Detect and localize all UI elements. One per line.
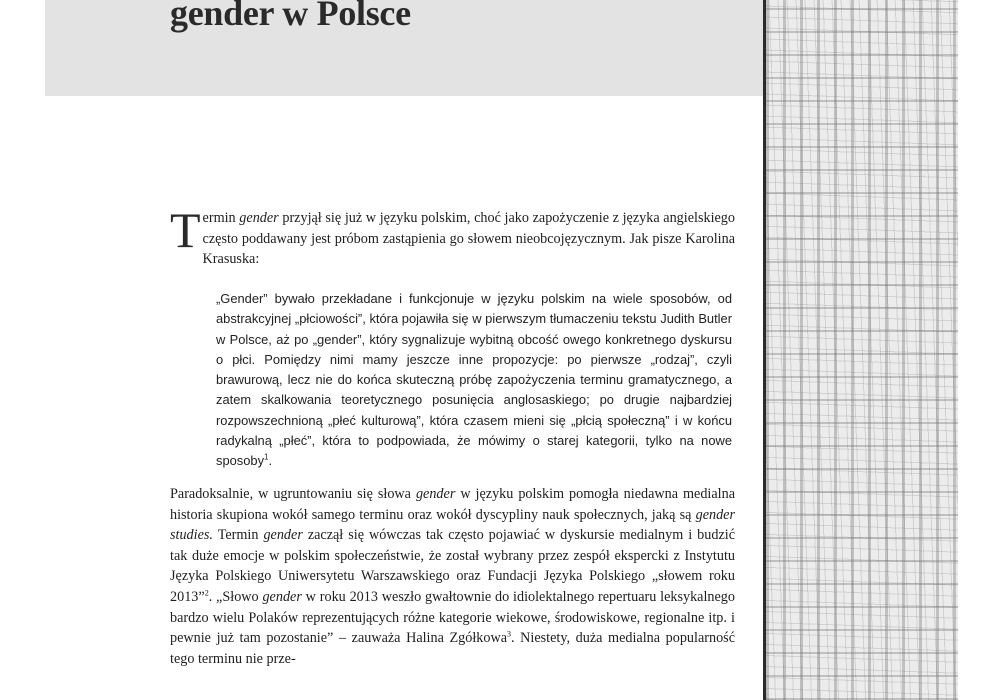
footnote-marker: 3 bbox=[507, 629, 512, 639]
paragraph-intro bbox=[170, 202, 735, 270]
quote-text: „Gender” bywało przekładane i funkcjonuje w języku polskim na wiele sposobów, od abstrakcyjnej „płciowości”, która pojawiła się w pierwszym tłumaczeniu tekstu Judith Butler w Polsce, aż po „gender”, który sygnalizuje wybitną obcość owego konkretnego dyskursu o płci. Pomiędzy nimi mamy jeszcze inne propozycje: po pierwsze „rodzaj”, czyli brawurową, lecz nie do końca skuteczną próbę zapożyczenia terminu gramatycznego, a zatem skalkowania teoretycznego posunięcia anglosaskiego; po drugie najbardziej rozpowszechnioną „płeć kulturową”, która czasem mieni się „płcią społeczną” i w końcu radykalną „płeć”, która to podpowiada, że mówimy o starej kategorii, tylko na nowe sposoby bbox=[216, 291, 732, 469]
block-quote: „Gender” bywało przekładane i funkcjonuje w języku polskim na wiele sposobów, od abstrakcyjnej „płciowości”, która pojawiła się w pierwszym tłumaczeniu tekstu Judith Butler w Polsce, aż po „gender”, który sygnalizuje wybitną obcość owego konkretnego dyskursu o płci. Pomiędzy nimi mamy jeszcze inne propozycje: po pierwsze „rodzaj”, czyli brawurową, lecz nie do końca skuteczną próbę zapożyczenia terminu gramatycznego, a zatem skalkowania teoretycznego posunięcia anglosaskiego; po drugie najbardziej rozpowszechnioną „płeć kulturową”, która czasem mieni się „płcią społeczną” i w końcu radykalną „płeć”, która to podpowiada, że mówimy o starej kategorii, tylko na nowe sposoby$^1$. bbox=[216, 291, 732, 469]
paragraph-text: w roku 2013 weszło gwałtownie do idiolektalnego repertuaru leksykalnego bardzo wielu Polaków reprezentujących różne kategorie wiekowe, środowiskowe, regionalne itp. i pewnie już tam pozostanie” – zauważa Halina Zgółkowa bbox=[170, 588, 735, 647]
paragraph-text: zaczął się wówczas tak często pojawiać w dyskursie medialnym i budzić tak duże emocje w polskim społeczeństwie, że został wybrany przez zespół ekspercki z Instytutu Języka Polskiego Uniwersytetu Warszawskiego oraz Fundacji Języka Polskiego „słowem roku 2013” bbox=[170, 527, 735, 605]
paragraph-text: Paradoksalnie, w ugruntowaniu się słowa bbox=[170, 486, 416, 502]
paragraph-main bbox=[170, 484, 735, 669]
italic-term: gender bbox=[239, 210, 279, 226]
paragraph-text: . „Słowo bbox=[208, 588, 263, 605]
paragraph-text: w języku polskim pomogła niedawna medialna historia skupiona wokół samego terminu oraz wokół dyscypliny nauk społecznych, jaką są bbox=[170, 486, 735, 523]
footnote-marker: 2 bbox=[204, 588, 209, 598]
italic-term: gender studies. bbox=[170, 506, 735, 544]
paragraph-text: ermin bbox=[202, 210, 240, 226]
paragraph-text: Termin bbox=[212, 527, 264, 544]
italic-term: gender bbox=[263, 527, 303, 544]
italic-term: gender bbox=[262, 588, 302, 605]
paragraph-text: przyjął się już w języku polskim, choć jako zapożyczenie z języka angielskiego często poddawany jest próbom zastąpienia go słowem nieobcojęzycznym. Jak pisze Karolina Krasuska: bbox=[202, 210, 735, 268]
chapter-header-band bbox=[45, 0, 763, 96]
chapter-title: gender w Polsce bbox=[170, 0, 411, 33]
italic-term: gender bbox=[415, 486, 456, 502]
paragraph-text: . Niestety, duża medialna popularność tego terminu nie prze- bbox=[170, 630, 735, 667]
footnote-marker: 1 bbox=[264, 453, 269, 463]
decorative-texture-panel bbox=[766, 0, 958, 700]
drop-cap: T bbox=[170, 202, 201, 258]
